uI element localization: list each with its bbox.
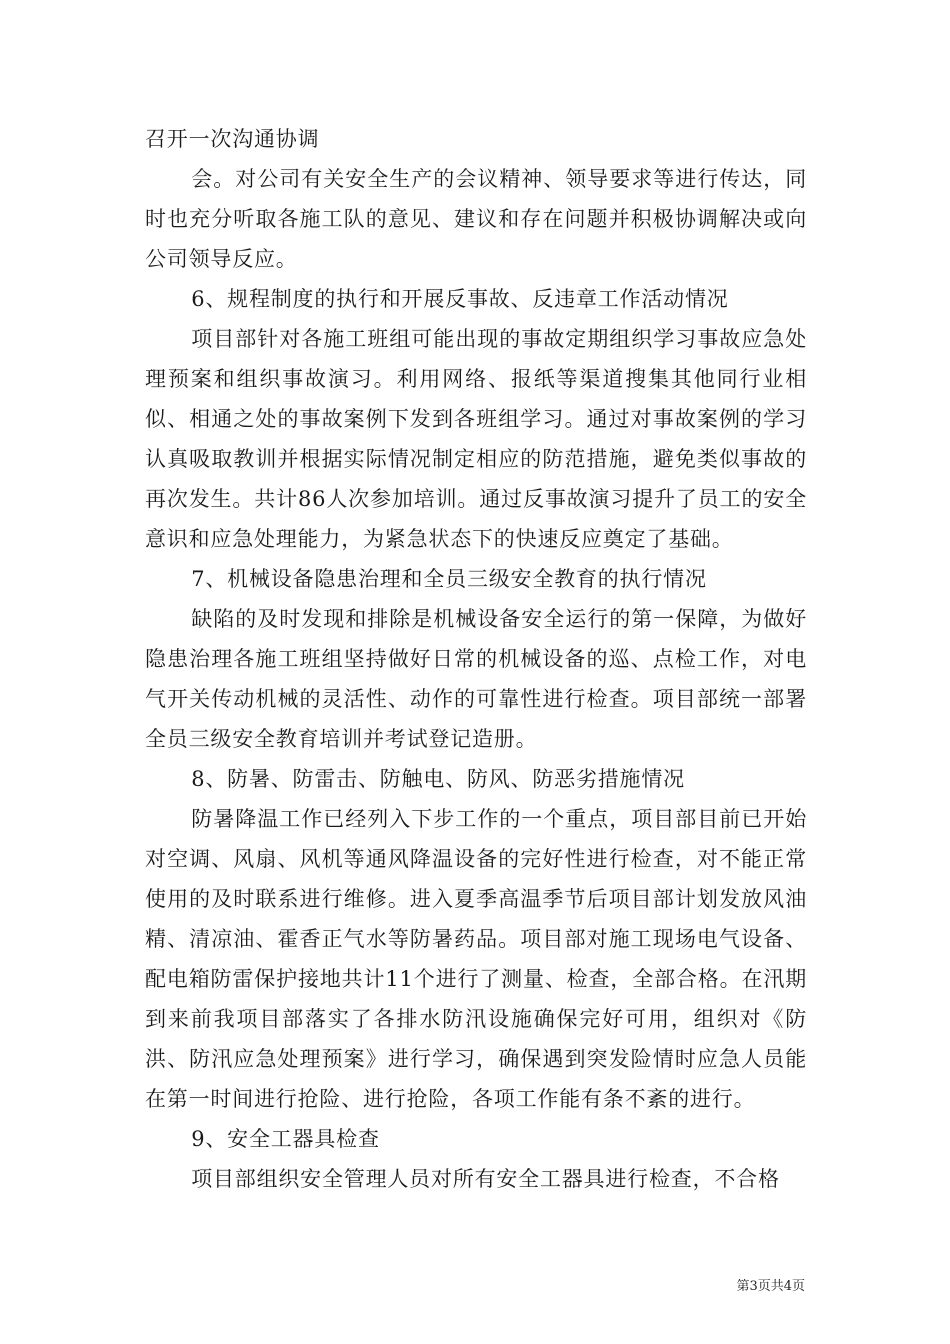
paragraph-equipment-hazards: 缺陷的及时发现和排除是机械设备安全运行的第一保障，为做好隐患治理各施工班组坚持做好日常的机械设备的巡、点检工作，对电气开关传动机械的灵活性、动作的可靠性进行检查。项目部统一部署全员三级安全教育培训并考试登记造册。 [145, 607, 807, 751]
paragraph-safety-tools-check: 项目部组织安全管理人员对所有安全工器具进行检查，不合格 [191, 1167, 780, 1191]
paragraph-communication-meeting: 会。对公司有关安全生产的会议精神、领导要求等进行传达，同时也充分听取各施工队的意见、建议和存在问题并积极协调解决或向公司领导反应。 [145, 167, 807, 271]
paragraph-continuation-heading: 召开一次沟通协调 [145, 127, 320, 151]
section-heading-6: 6、规程制度的执行和开展反事故、反违章工作活动情况 [191, 287, 729, 311]
section-heading-9: 9、安全工器具检查 [191, 1127, 380, 1151]
document-body [145, 119, 807, 1199]
section-heading-7: 7、机械设备隐患治理和全员三级安全教育的执行情况 [191, 567, 707, 591]
section-heading-8: 8、防暑、防雷击、防触电、防风、防恶劣措施情况 [191, 767, 685, 791]
paragraph-heat-lightning-measures: 防暑降温工作已经列入下步工作的一个重点，项目部目前已开始对空调、风扇、风机等通风降温设备的完好性进行检查，对不能正常使用的及时联系进行维修。进入夏季高温季节后项目部计划发放风油精、清凉油、霍香正气水等防暑药品。项目部对施工现场电气设备、配电箱防雷保护接地共计11个进行了测量、检查，全部合格。在汛期到来前我项目部落实了各排水防汛设施确保完好可用，组织对《防洪、防汛应急处理预案》进行学习，确保遇到突发险情时应急人员能在第一时间进行抢险、进行抢险，各项工作能有条不紊的进行。 [145, 807, 807, 1111]
page-number: 第3页共4页 [736, 1279, 805, 1294]
paragraph-accident-drills: 项目部针对各施工班组可能出现的事故定期组织学习事故应急处理预案和组织事故演习。利用网络、报纸等渠道搜集其他同行业相似、相通之处的事故案例下发到各班组学习。通过对事故案例的学习认真吸取教训并根据实际情况制定相应的防范措施，避免类似事故的再次发生。共计86人次参加培训。通过反事故演习提升了员工的安全意识和应急处理能力，为紧急状态下的快速反应奠定了基础。 [145, 327, 807, 551]
